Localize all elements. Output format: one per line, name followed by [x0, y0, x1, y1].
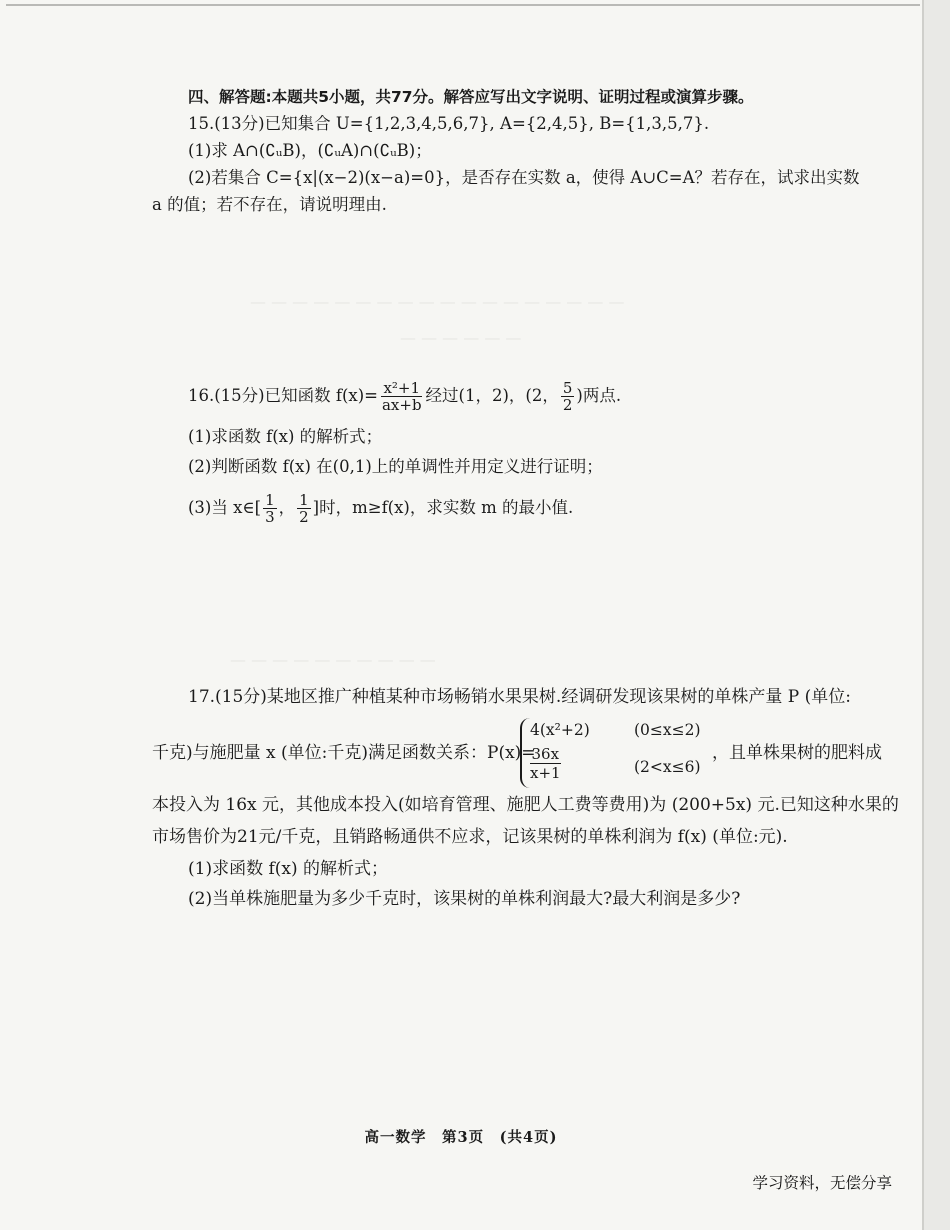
bleed-through-mark: — — — — — — [400, 328, 522, 347]
q16-part1: (1)求函数 f(x) 的解析式； [188, 427, 383, 446]
q17-case2-den: x+1 [530, 764, 561, 782]
q15-part2: (2)若集合 C={x|(x−2)(x−a)=0}，是否存在实数 a，使得 A∪C=A？若存在，试求出实数 [188, 168, 860, 187]
q16-frac-denominator: ax+b [381, 396, 422, 414]
q15-stem: 15.(13分)已知集合 U={1,2,3,4,5,6,7}, A={2,4,5}, B={1,3,5,7}. [188, 114, 710, 133]
q16-stem [188, 376, 621, 416]
q17-line3: 本投入为 16x 元，其他成本投入(如培育管理、施肥人工费等费用)为 (200+5x) 元.已知这种水果的 [152, 795, 899, 815]
q16-pt-denominator: 2 [562, 396, 573, 414]
q17-case2-fraction [530, 745, 561, 782]
q17-case1-expr: 4(x²+2) [530, 721, 590, 739]
q16-stem-pre: 16.(15分)已知函数 f(x)= [188, 386, 378, 405]
q17-line4: 市场售价为21元/千克，且销路畅通供不应求，记该果树的单株利润为 f(x) (单位:元). [152, 827, 788, 847]
q17-line2-pre: 千克)与施肥量 x (单位:千克)满足函数关系：P(x)= [152, 743, 536, 763]
page-footer: 高一数学 第3页 (共4页) [364, 1129, 558, 1146]
q16-interval-right [297, 492, 311, 525]
bleed-through-mark: — — — — — — — — — — — — — — — — — — [250, 292, 625, 311]
q16-frac-numerator: x²+1 [383, 379, 421, 397]
section-heading: 四、解答题:本题共5小题，共77分。解答应写出文字说明、证明过程或演算步骤。 [188, 88, 754, 106]
q17-line2-post: ，且单株果树的肥料成 [712, 743, 882, 763]
q16-p3-a-num: 1 [265, 491, 275, 509]
q17-case2-num: 36x [531, 745, 560, 763]
q17-piecewise-brace [520, 718, 712, 788]
q16-point-fraction [561, 380, 575, 413]
q17-case1-cond: (0≤x≤2) [634, 721, 701, 739]
q15-part2-cont: a 的值；若不存在，请说明理由. [152, 195, 387, 214]
share-watermark: 学习资料，无偿分享 [752, 1174, 892, 1192]
q17-line1: 17.(15分)某地区推广种植某种市场畅销水果果树.经调研发现该果树的单株产量 P (单位: [188, 687, 851, 707]
q16-pt-numerator: 5 [562, 379, 573, 397]
q16-part2: (2)判断函数 f(x) 在(0,1)上的单调性并用定义进行证明； [188, 457, 603, 476]
q16-part3 [188, 488, 573, 528]
bleed-through-mark: — — — — — — — — — — [230, 650, 436, 669]
q17-part2: (2)当单株施肥量为多少千克时，该果树的单株利润最大?最大利润是多少? [188, 889, 741, 909]
q16-p3-b-den: 2 [299, 508, 309, 526]
q16-function-fraction [380, 380, 424, 413]
q16-interval-left [263, 492, 277, 525]
page-top-edge [6, 4, 920, 6]
q17-case2-cond: (2<x≤6) [634, 758, 701, 776]
q15-part1: (1)求 A∩(∁ᵤB)，(∁ᵤA)∩(∁ᵤB)； [188, 141, 432, 160]
q16-p3-post: ]时，m≥f(x)，求实数 m 的最小值. [312, 498, 574, 517]
q16-p3-sep: ， [278, 498, 296, 517]
q16-p3-pre: (3)当 x∈[ [188, 498, 262, 517]
q16-stem-post: )两点. [576, 386, 622, 405]
q16-stem-mid: 经过(1，2)，(2， [425, 386, 559, 405]
q16-p3-a-den: 3 [265, 508, 275, 526]
q16-p3-b-num: 1 [299, 491, 309, 509]
q17-part1: (1)求函数 f(x) 的解析式； [188, 859, 389, 879]
